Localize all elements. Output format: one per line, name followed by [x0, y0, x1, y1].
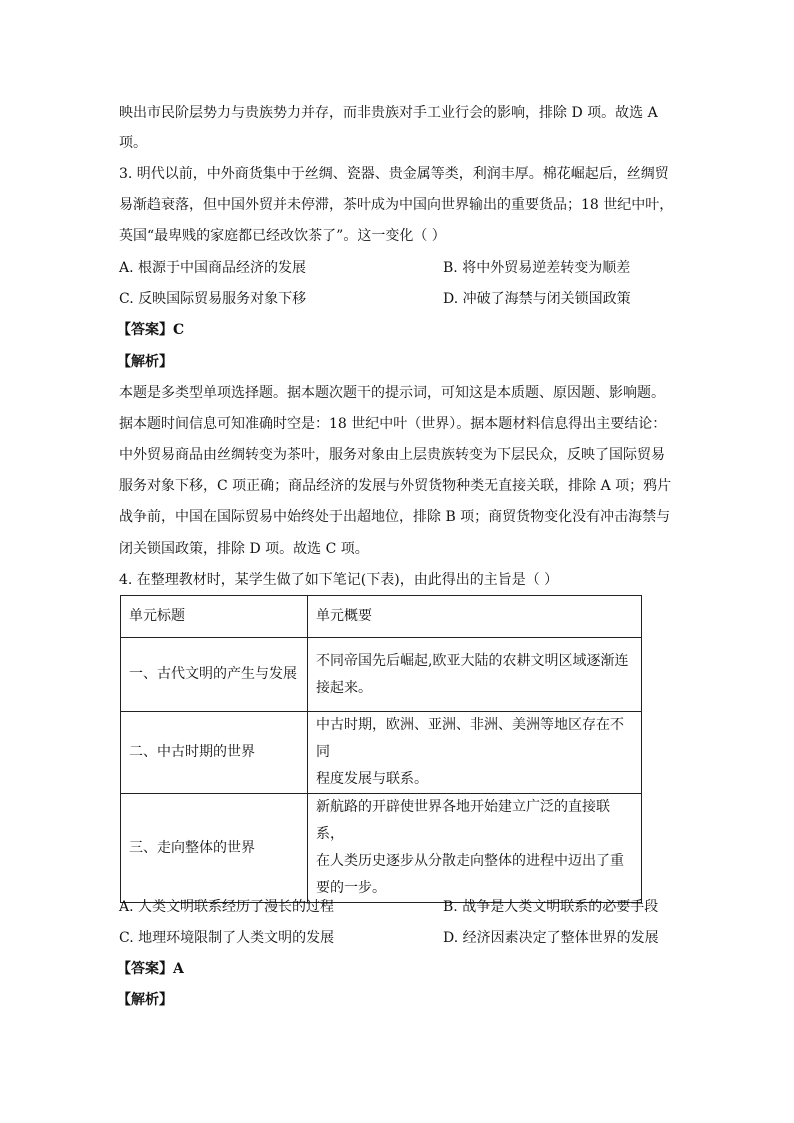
table-header-row — [121, 596, 642, 638]
q3-stem-line-1: 3. 明代以前，中外商货集中于丝绸、瓷器、贵金属等类，利润丰厚。棉花崛起后，丝绸贸 — [119, 166, 669, 182]
q3-option-d: D. 冲破了海禁与闭关锁国政策 — [443, 291, 631, 307]
prev-analysis-line-2: 项。 — [119, 135, 147, 151]
unit-summary-cell: 不同帝国先后崛起,欧亚大陆的农耕文明区域逐渐连 接起来。 — [308, 638, 642, 712]
q3-option-b: B. 将中外贸易逆差转变为顺差 — [443, 260, 631, 276]
q4-answer: 【答案】A — [117, 961, 184, 977]
q4-option-b: B. 战争是人类文明联系的必要手段 — [443, 899, 659, 915]
table-header-unit-summary: 单元概要 — [308, 596, 642, 638]
notes-table — [120, 595, 642, 903]
table-header-unit-title: 单元标题 — [121, 596, 308, 638]
q3-analysis-line-4: 服务对象下移，C 项正确；商品经济的发展与外贸货物种类无直接关联，排除 A 项；鸦片 — [119, 478, 672, 494]
table-row — [121, 794, 642, 903]
q3-stem-line-3: 英国“最卑贱的家庭都已经改饮茶了”。这一变化（ ） — [119, 228, 446, 244]
q3-analysis-line-2: 据本题时间信息可知准确时空是：18 世纪中叶（世界）。据本题材料信息得出主要结论： — [119, 416, 667, 432]
q3-analysis-line-3: 中外贸易商品由丝绸转变为茶叶，服务对象由上层贵族转变为下层民众，反映了国际贸易 — [119, 447, 665, 463]
q4-analysis-label: 【解析】 — [117, 992, 173, 1008]
q3-analysis-label: 【解析】 — [117, 354, 173, 370]
q3-option-c: C. 反映国际贸易服务对象下移 — [119, 291, 307, 307]
unit-title-cell: 二、中古时期的世界 — [121, 712, 308, 794]
unit-title-cell: 三、走向整体的世界 — [121, 794, 308, 903]
unit-summary-cell: 中古时期，欧洲、亚洲、非洲、美洲等地区存在不同 程度发展与联系。 — [308, 712, 642, 794]
q3-option-a: A. 根源于中国商品经济的发展 — [119, 260, 307, 276]
q3-analysis-line-6: 闭关锁国政策，排除 D 项。故选 C 项。 — [119, 541, 369, 557]
table-row — [121, 712, 642, 794]
table-row — [121, 638, 642, 712]
q3-analysis-line-1: 本题是多类型单项选择题。据本题次题干的提示词，可知这是本质题、原因题、影响题。 — [119, 385, 665, 401]
q4-option-c: C. 地理环境限制了人类文明的发展 — [119, 930, 335, 946]
q4-option-a: A. 人类文明联系经历了漫长的过程 — [119, 899, 335, 915]
unit-title-cell: 一、古代文明的产生与发展 — [121, 638, 308, 712]
unit-summary-cell: 新航路的开辟使世界各地开始建立广泛的直接联系， 在人类历史逐步从分散走向整体的进程中迈出了重 要的一步。 — [308, 794, 642, 903]
q3-analysis-line-5: 战争前，中国在国际贸易中始终处于出超地位，排除 B 项；商贸货物变化没有冲击海禁与 — [119, 509, 671, 525]
q3-stem-line-2: 易渐趋衰落，但中国外贸并未停滞，茶叶成为中国向世界输出的重要货品；18 世纪中叶， — [119, 197, 674, 213]
q3-answer: 【答案】C — [117, 322, 185, 338]
prev-analysis-line-1: 映出市民阶层势力与贵族势力并存，而非贵族对手工业行会的影响，排除 D 项。故选 A — [119, 105, 658, 121]
q4-stem: 4. 在整理教材时，某学生做了如下笔记(下表)，由此得出的主旨是（ ） — [119, 572, 559, 588]
q4-option-d: D. 经济因素决定了整体世界的发展 — [443, 930, 659, 946]
